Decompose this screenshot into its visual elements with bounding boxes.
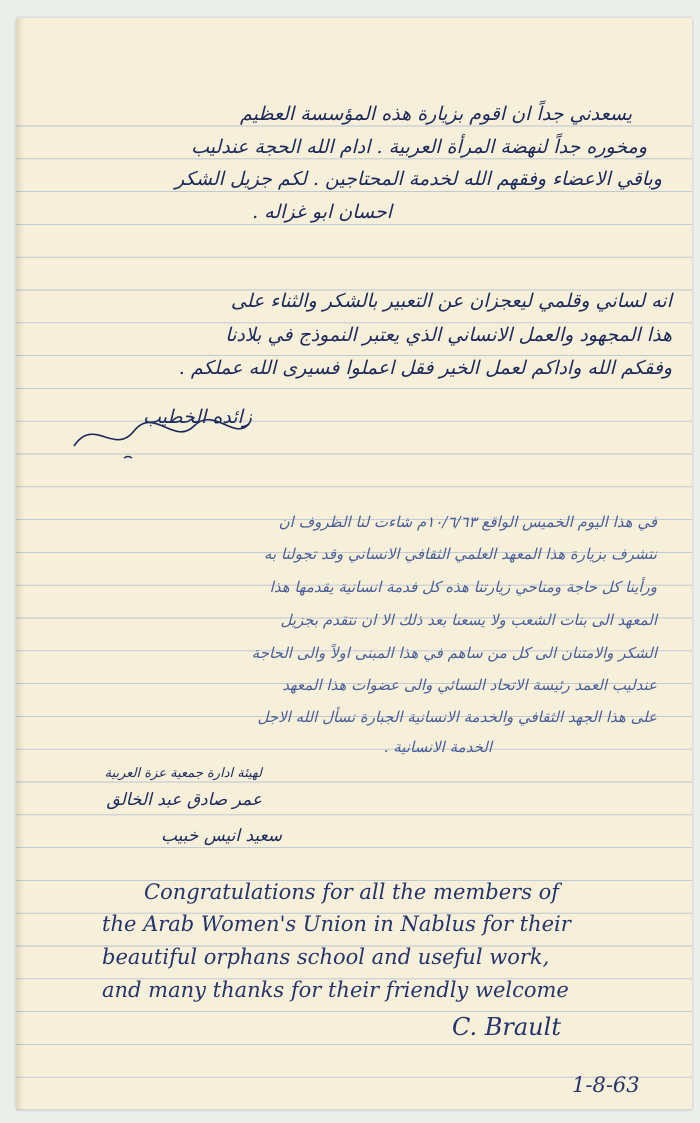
handwritten-line: the Arab Women's Union in Nablus for their bbox=[102, 912, 571, 936]
signature-omar: عمر صادق عبد الخالق bbox=[106, 790, 262, 810]
handwritten-line: في هذا اليوم الخميس الواقع ١٠/٦/٦٣م شاءت لنا الظروف ان bbox=[278, 513, 657, 531]
handwritten-line: وباقي الاعضاء وفقهم الله لخدمة المحتاجين . لكم جزيل الشكر bbox=[174, 168, 662, 190]
signature-zaida: زائده الخطيب bbox=[142, 406, 252, 428]
page-edge-shadow bbox=[16, 18, 24, 1110]
handwritten-line: وفقكم الله واداكم لعمل الخير فقل اعملوا فسيرى الله عملكم . bbox=[178, 357, 672, 379]
signature-ihsan: احسان ابو غزاله . bbox=[252, 201, 392, 223]
handwritten-line: عندليب العمد رئيسة الاتحاد النسائي والى عضوات هذا المعهد bbox=[282, 676, 657, 694]
signature-org: لهيئة ادارة جمعية عزة العربية bbox=[104, 766, 262, 781]
handwritten-line: beautiful orphans school and useful work, bbox=[102, 945, 550, 969]
handwritten-line: الشكر والامتنان الى كل من ساهم في هذا المبنى اولاً والى الحاجة bbox=[251, 644, 657, 662]
handwritten-line: هذا المجهود والعمل الانساني الذي يعتبر النموذج في بلادنا bbox=[225, 324, 672, 346]
handwritten-line: Congratulations for all the members of bbox=[144, 880, 560, 904]
signature-flourish bbox=[64, 406, 254, 466]
handwritten-line: ورأينا كل حاجة ومناحي زيارتنا هذه كل فدمة انسانية يقدمها هذا bbox=[269, 578, 657, 596]
handwritten-line: and many thanks for their friendly welcome bbox=[102, 978, 569, 1002]
handwritten-line: ومخوره جداً لنهضة المرأة العربية . ادام الله الحجة عندليب bbox=[191, 136, 647, 158]
handwritten-line: الخدمة الانسانية . bbox=[383, 738, 492, 756]
notebook-page bbox=[16, 18, 692, 1110]
handwritten-line: نتشرف بزيارة هذا المعهد العلمي الثقافي الانساني وقد تجولنا به bbox=[263, 545, 657, 563]
signature-said: سعيد انيس خبيب bbox=[160, 826, 282, 846]
handwritten-line: يسعدني جداً ان اقوم بزيارة هذه المؤسسة العظيم bbox=[240, 103, 632, 125]
date-label: 1-8-63 bbox=[572, 1073, 640, 1097]
handwritten-line: على هذا الجهد الثقافي والخدمة الانسانية الجبارة نسأل الله الاجل bbox=[257, 708, 657, 726]
signature-brault: C. Brault bbox=[452, 1013, 561, 1041]
handwritten-line: انه لساني وقلمي ليعجزان عن التعبير بالشكر والثناء على bbox=[230, 290, 672, 312]
handwritten-line: المعهد الى بنات الشعب ولا يسعنا بعد ذلك الا ان نتقدم بجزيل bbox=[280, 611, 657, 629]
